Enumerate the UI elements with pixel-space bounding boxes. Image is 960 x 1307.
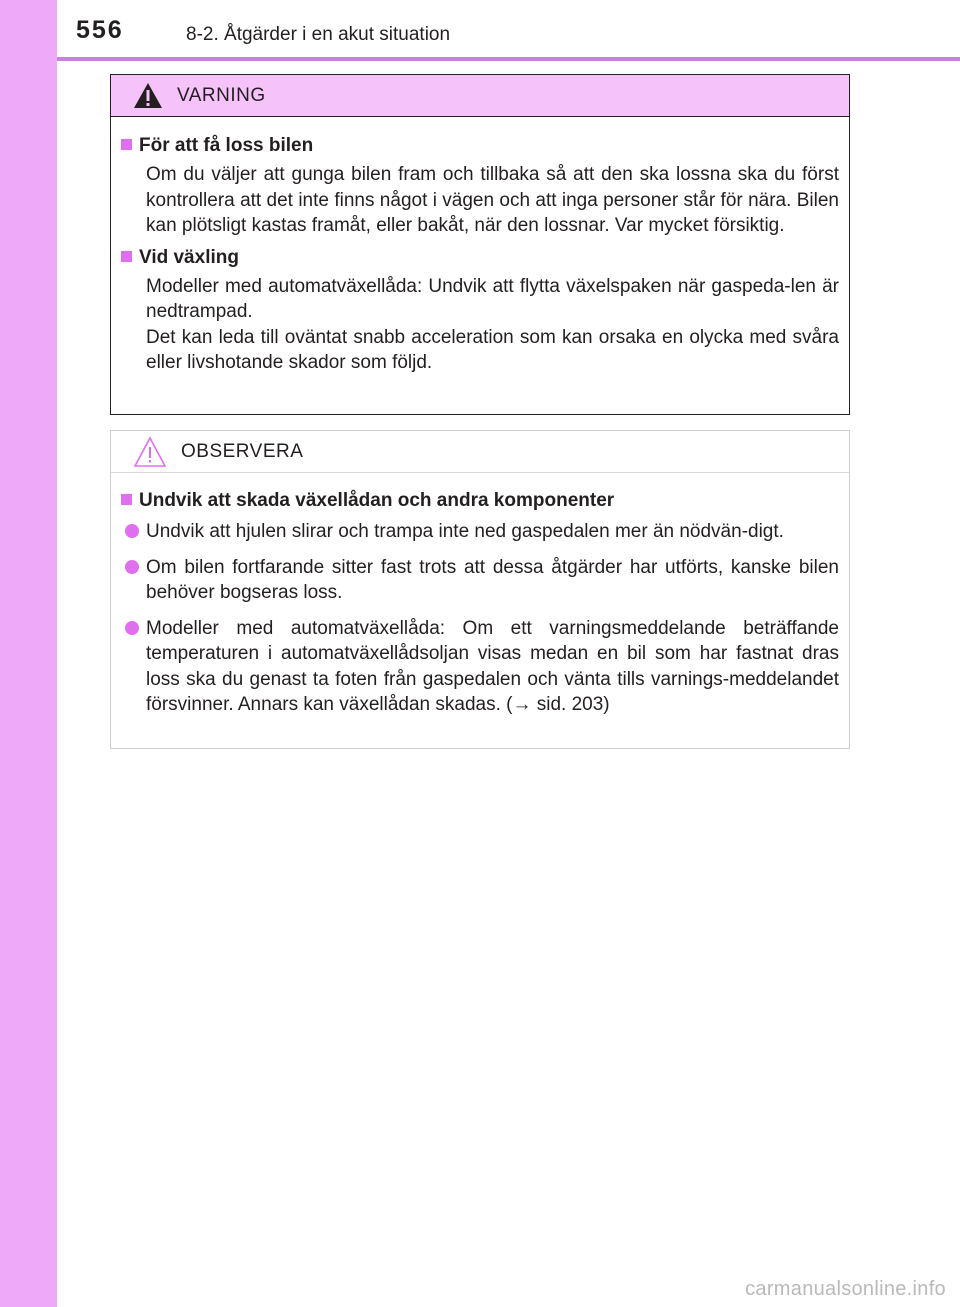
notice-header: [111, 431, 849, 473]
round-bullet-icon: [125, 524, 139, 538]
square-bullet-icon: [121, 494, 132, 505]
header-rule: [57, 57, 960, 61]
list-item: Undvik att hjulen slirar och trampa inte ned gaspedalen mer än nödvän-digt.: [125, 519, 839, 545]
side-color-strip: [0, 0, 57, 1307]
square-bullet-icon: [121, 251, 132, 262]
round-bullet-icon: [125, 621, 139, 635]
warning-subheading-shifting: Vid växling: [121, 247, 839, 269]
warning-paragraph: Modeller med automatväxellåda: Undvik att flytta växelspaken när gaspeda-len är nedtrampad.: [146, 275, 839, 322]
warning-triangle-icon: [133, 82, 163, 109]
notice-subheading: Undvik att skada växellådan och andra komponenter: [121, 490, 839, 512]
watermark-link[interactable]: carmanualsonline.info: [745, 1278, 946, 1300]
list-item: Om bilen fortfarande sitter fast trots att dessa åtgärder har utförts, kanske bilen behöver bogseras loss.: [125, 555, 839, 606]
list-item: Modeller med automatväxellåda: Om ett varningsmeddelande beträffande temperaturen i automatväxellådsoljan visas medan en bil som har fastnat dras loss ska du genast ta foten från gaspedalen och vänta tills varnings-meddelandet försvinner. Annars kan växellådan skadas. (→ sid. 203): [125, 616, 839, 718]
warning-header: [111, 75, 849, 117]
warning-paragraph: Om du väljer att gunga bilen fram och tillbaka så att den ska lossna ska du först kontrollera att det inte finns något i vägen och att inga personer står för nära. Bilen kan plötsligt kastas framåt, eller bakåt, när den lossnar. Var mycket försiktig.: [146, 164, 839, 236]
warning-paragraph: Det kan leda till oväntat snabb acceleration som kan orsaka en olycka med svåra eller livshotande skador som följd.: [146, 326, 839, 373]
warning-box: [110, 74, 850, 415]
page-number: 556: [76, 16, 124, 44]
notice-title: OBSERVERA: [181, 440, 304, 462]
warning-body: [111, 117, 849, 376]
round-bullet-icon: [125, 560, 139, 574]
caution-outline-triangle-icon: [133, 436, 167, 468]
section-title: 8-2. Åtgärder i en akut situation: [186, 24, 451, 45]
warning-title: VARNING: [177, 84, 266, 106]
square-bullet-icon: [121, 139, 132, 150]
notice-body: [111, 473, 849, 718]
notice-box: [110, 430, 850, 749]
warning-subheading-release-car: För att få loss bilen: [121, 135, 839, 157]
